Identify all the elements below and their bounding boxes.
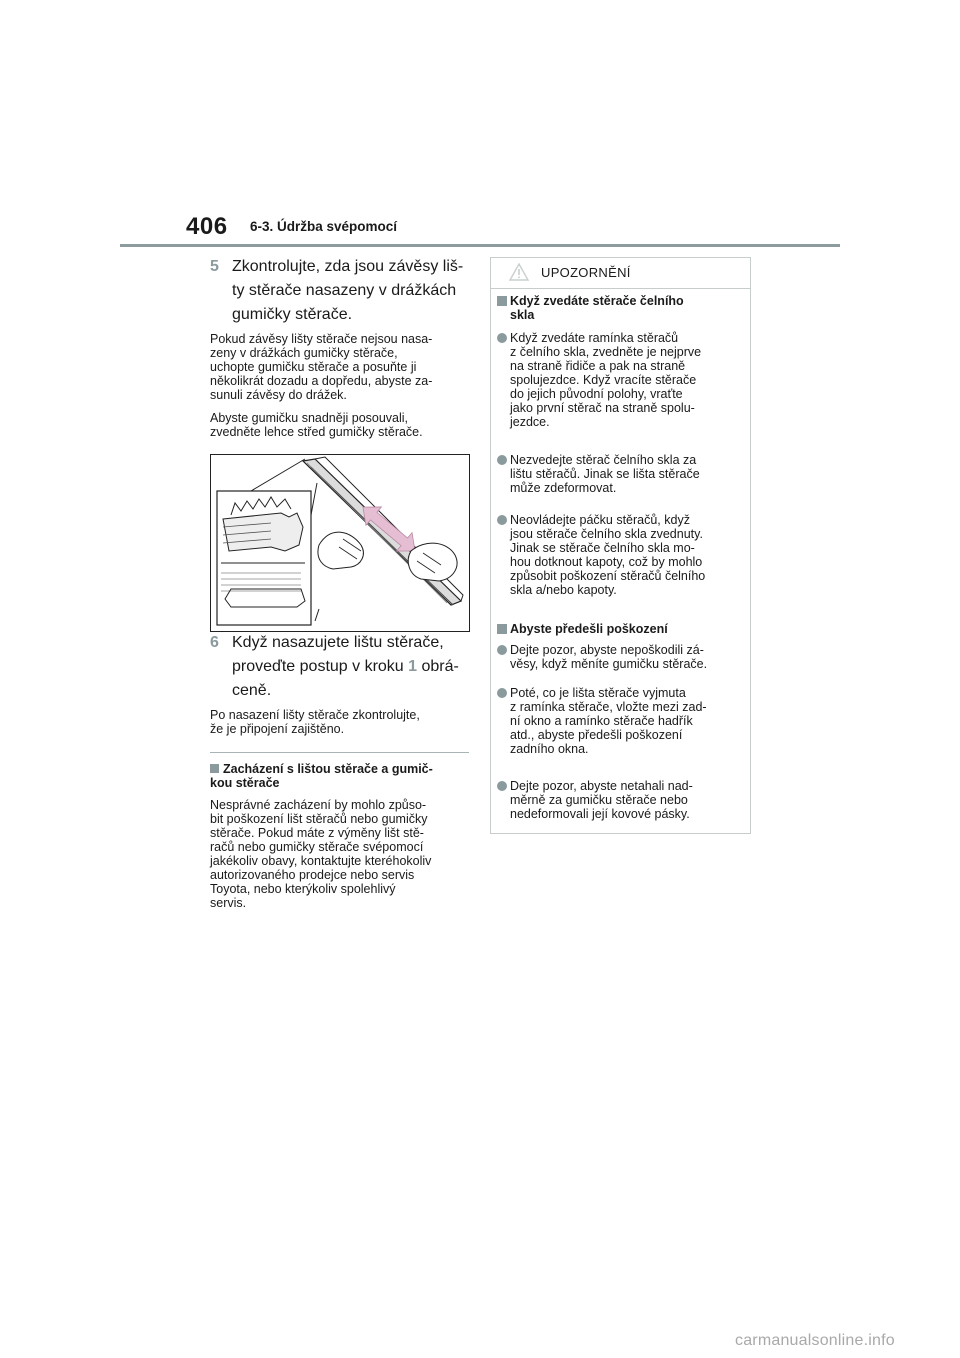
step-6-text-part: proveďte postup v kroku xyxy=(232,658,409,675)
step-6-text-part: obrá- xyxy=(417,658,459,675)
paragraph xyxy=(210,708,472,736)
text-line: Pokud závěsy lišty stěrače nejsou nasa- xyxy=(210,332,433,346)
warning-heading xyxy=(497,294,745,322)
heading-line: kou stěrače xyxy=(210,776,280,790)
warning-triangle-icon xyxy=(509,263,529,281)
warning-item xyxy=(497,513,745,597)
wiper-illustration-svg xyxy=(211,455,469,631)
text-line: na straně řidiče a pak na straně xyxy=(510,359,686,373)
text-line: Když zvedáte stěrače čelního xyxy=(510,294,684,308)
step-5-line: gumičky stěrače. xyxy=(232,306,353,323)
text-line: skla xyxy=(510,308,535,322)
text-line: jsou stěrače čelního skla zvednuty. xyxy=(510,527,703,541)
section-heading xyxy=(210,762,472,790)
text-line: zadního okna. xyxy=(510,742,589,756)
text-line: Nesprávné zacházení by mohlo způso- xyxy=(210,798,427,812)
text-line: hou dotknout kapoty, což by mohlo xyxy=(510,555,703,569)
step-6-line: Když nasazujete lištu stěrače, xyxy=(232,634,444,651)
text-line: autorizovaného prodejce nebo servis xyxy=(210,868,415,882)
heading-line: Zacházení s lištou stěrače a gumič- xyxy=(223,762,433,776)
text-line: věsy, když měníte gumičku stěrače. xyxy=(510,657,708,671)
paragraph xyxy=(210,411,472,439)
text-line: jakékoliv obavy, kontaktujte kteréhokoliv xyxy=(210,854,432,868)
text-line: nedeformovali její kovové pásky. xyxy=(510,807,690,821)
text-line: sunuli závěsy do drážek. xyxy=(210,388,347,402)
warning-title: UPOZORNĚNÍ xyxy=(541,265,631,280)
text-line: jezdce. xyxy=(510,415,550,429)
step-number: 5 xyxy=(210,258,219,275)
text-line: Dejte pozor, abyste netahali nad- xyxy=(510,779,693,793)
step-6-text xyxy=(210,631,472,703)
paragraph xyxy=(210,798,472,910)
text-line: měrně za gumičku stěrače nebo xyxy=(510,793,688,807)
text-line: může zdeformovat. xyxy=(510,481,617,495)
step-5-line: Zkontrolujte, zda jsou závěsy liš- xyxy=(232,258,464,275)
text-line: račů nebo gumičky stěrače svépomocí xyxy=(210,840,424,854)
text-line: několikrát dozadu a dopředu, abyste za- xyxy=(210,374,433,388)
text-line: spolujezdce. Když vracíte stěrače xyxy=(510,373,697,387)
text-line: Když zvedáte ramínka stěračů xyxy=(510,331,679,345)
warning-item xyxy=(497,686,745,756)
page-number: 406 xyxy=(186,213,228,240)
text-line: Poté, co je lišta stěrače vyjmuta xyxy=(510,686,686,700)
text-line: ní okno a ramínko stěrače hadřík xyxy=(510,714,693,728)
round-bullet-icon xyxy=(497,515,507,525)
wiper-blade-illustration xyxy=(210,454,470,632)
square-bullet-icon xyxy=(497,296,507,306)
square-bullet-icon xyxy=(210,764,219,773)
round-bullet-icon xyxy=(497,688,507,698)
warning-item xyxy=(497,331,745,429)
step-number: 6 xyxy=(210,634,219,651)
text-line: Nezvedejte stěrač čelního skla za xyxy=(510,453,697,467)
text-line: atd., abyste předešli poškození xyxy=(510,728,683,742)
step-reference: 1 xyxy=(408,658,418,675)
text-line: že je připojení zajištěno. xyxy=(210,722,345,736)
warning-item xyxy=(497,453,745,495)
text-line: uchopte gumičku stěrače a posuňte ji xyxy=(210,360,417,374)
round-bullet-icon xyxy=(497,333,507,343)
text-line: způsobit poškození stěračů čelního xyxy=(510,569,706,583)
warning-heading xyxy=(497,622,745,636)
text-line: z ramínka stěrače, vložte mezi zad- xyxy=(510,700,707,714)
warning-item xyxy=(497,779,745,821)
step-5-text xyxy=(210,255,472,327)
step-6-line xyxy=(232,655,472,679)
warning-header xyxy=(491,258,750,289)
text-line: lištu stěračů. Jinak se lišta stěrače xyxy=(510,467,700,481)
text-line: jako první stěrač na straně spolu- xyxy=(510,401,695,415)
text-line: Neovládejte páčku stěračů, když xyxy=(510,513,690,527)
text-line: z čelního skla, zvedněte je nejprve xyxy=(510,345,702,359)
text-line: stěrače. Pokud máte z výměny lišt stě- xyxy=(210,826,424,840)
header-rule xyxy=(120,244,840,247)
text-line: Dejte pozor, abyste nepoškodili zá- xyxy=(510,643,704,657)
text-line: zeny v drážkách gumičky stěrače, xyxy=(210,346,398,360)
text-line: bit poškození lišt stěračů nebo gumičky xyxy=(210,812,428,826)
warning-box xyxy=(490,257,751,834)
section-title: 6-3. Údržba svépomocí xyxy=(250,219,398,234)
text-line: Po nasazení lišty stěrače zkontrolujte, xyxy=(210,708,420,722)
watermark: carmanualsonline.info xyxy=(735,1332,895,1349)
step-5 xyxy=(210,255,472,327)
section-divider xyxy=(210,752,469,753)
text-line: Jinak se stěrače čelního skla mo- xyxy=(510,541,695,555)
text-line: Abyste gumičku snadněji posouvali, xyxy=(210,411,409,425)
round-bullet-icon xyxy=(497,781,507,791)
warning-item xyxy=(497,643,745,671)
text-line: Abyste předešli poškození xyxy=(510,622,668,636)
square-bullet-icon xyxy=(497,624,507,634)
text-line: servis. xyxy=(210,896,247,910)
text-line: Toyota, nebo kterýkoliv spolehlivý xyxy=(210,882,396,896)
round-bullet-icon xyxy=(497,455,507,465)
round-bullet-icon xyxy=(497,645,507,655)
step-6 xyxy=(210,631,472,703)
step-6-line: ceně. xyxy=(232,682,272,699)
paragraph xyxy=(210,332,472,402)
step-5-line: ty stěrače nasazeny v drážkách xyxy=(232,282,457,299)
text-line: do jejich původní polohy, vraťte xyxy=(510,387,683,401)
text-line: skla a/nebo kapoty. xyxy=(510,583,617,597)
text-line: zvedněte lehce střed gumičky stěrače. xyxy=(210,425,423,439)
